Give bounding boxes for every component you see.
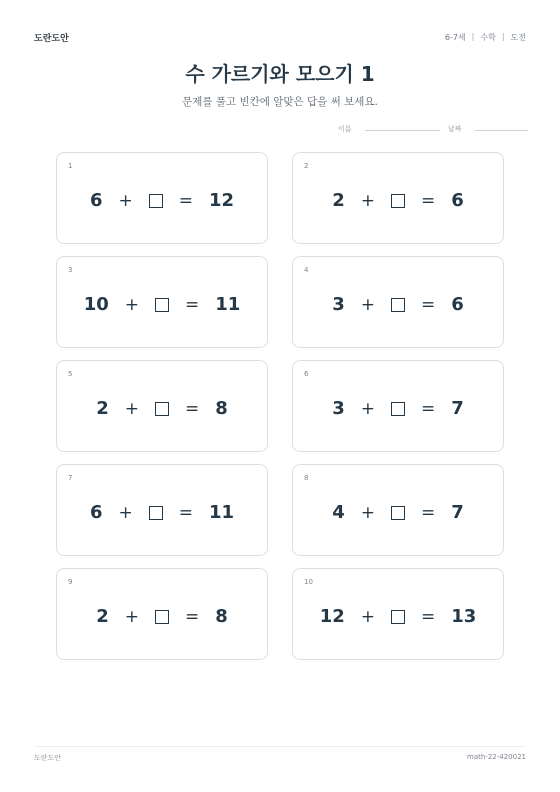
equals-sign: = — [178, 503, 193, 523]
answer-blank[interactable] — [391, 194, 405, 208]
equation — [293, 607, 503, 627]
page-instructions: 문제를 풀고 빈칸에 알맞은 답을 써 보세요. — [182, 96, 378, 108]
plus-sign: + — [360, 399, 375, 419]
problem-card — [292, 256, 504, 348]
level-label: 도전 — [510, 32, 526, 42]
plus-sign: + — [360, 503, 375, 523]
sum-number: 6 — [451, 294, 464, 315]
date-field[interactable] — [475, 130, 528, 131]
meta-separator: | — [501, 31, 505, 41]
name-date-fields — [338, 124, 528, 136]
equation — [293, 399, 503, 419]
problem-card — [56, 256, 268, 348]
problem-card — [56, 360, 268, 452]
equation — [57, 607, 267, 627]
problem-number: 5 — [68, 370, 73, 378]
plus-sign: + — [124, 295, 139, 315]
name-label: 이름 — [338, 125, 352, 133]
addend-number: 12 — [319, 606, 345, 627]
answer-blank[interactable] — [391, 298, 405, 312]
page-header — [34, 30, 526, 44]
equals-sign: = — [178, 191, 193, 211]
problem-card — [292, 464, 504, 556]
brand-name: 도란도안 — [34, 33, 69, 44]
sum-number: 7 — [451, 502, 464, 523]
answer-blank[interactable] — [391, 506, 405, 520]
answer-blank[interactable] — [155, 298, 169, 312]
plus-sign: + — [124, 607, 139, 627]
equals-sign: = — [185, 295, 200, 315]
equals-sign: = — [185, 607, 200, 627]
name-field[interactable] — [365, 130, 440, 131]
equation — [57, 295, 267, 315]
equals-sign: = — [421, 295, 436, 315]
sum-number: 12 — [208, 190, 235, 211]
equation — [293, 503, 503, 523]
equals-sign: = — [185, 399, 200, 419]
plus-sign: + — [360, 191, 375, 211]
sum-number: 8 — [215, 398, 228, 419]
addend-number: 6 — [89, 190, 103, 211]
sum-number: 6 — [451, 190, 464, 211]
problem-number: 6 — [304, 370, 309, 378]
addend-number: 3 — [332, 398, 345, 419]
addend-number: 3 — [332, 294, 345, 315]
problem-card — [56, 568, 268, 660]
addend-number: 2 — [96, 606, 109, 627]
meta-separator: | — [471, 31, 475, 41]
addend-number: 10 — [83, 294, 109, 315]
page-footer — [34, 753, 526, 763]
answer-blank[interactable] — [155, 610, 169, 624]
sum-number: 7 — [451, 398, 464, 419]
equals-sign: = — [421, 191, 436, 211]
plus-sign: + — [118, 503, 133, 523]
problem-card — [56, 464, 268, 556]
date-label: 날짜 — [448, 125, 462, 133]
answer-blank[interactable] — [149, 506, 163, 520]
problem-number: 10 — [304, 578, 313, 586]
worksheet-code: math-22-420021 — [467, 753, 526, 761]
sum-number: 11 — [215, 294, 241, 315]
equation — [57, 503, 267, 523]
addend-number: 2 — [96, 398, 109, 419]
grade-label: 6-7세 — [444, 32, 466, 42]
problem-card — [292, 152, 504, 244]
equation — [57, 399, 267, 419]
answer-blank[interactable] — [149, 194, 163, 208]
problem-card — [292, 360, 504, 452]
problem-number: 8 — [304, 474, 309, 482]
plus-sign: + — [360, 295, 375, 315]
problem-number: 7 — [68, 474, 73, 482]
equation — [57, 191, 267, 211]
sum-number: 11 — [208, 502, 235, 523]
equals-sign: = — [421, 503, 436, 523]
plus-sign: + — [124, 399, 139, 419]
answer-blank[interactable] — [155, 402, 169, 416]
problem-card — [292, 568, 504, 660]
subject-label: 수학 — [480, 32, 496, 42]
addend-number: 6 — [89, 502, 103, 523]
equals-sign: = — [421, 607, 436, 627]
problem-grid — [56, 152, 504, 660]
equals-sign: = — [421, 399, 436, 419]
problem-number: 3 — [68, 266, 73, 274]
plus-sign: + — [118, 191, 133, 211]
footer-divider — [34, 746, 526, 747]
problem-number: 2 — [304, 162, 309, 170]
worksheet-meta — [445, 32, 526, 43]
page-title: 수 가르기와 모으기 1 — [185, 62, 375, 86]
addend-number: 2 — [332, 190, 345, 211]
problem-card — [56, 152, 268, 244]
plus-sign: + — [360, 607, 375, 627]
sum-number: 13 — [451, 606, 477, 627]
problem-number: 4 — [304, 266, 309, 274]
problem-number: 9 — [68, 578, 73, 586]
addend-number: 4 — [332, 502, 345, 523]
problem-number: 1 — [68, 162, 73, 170]
answer-blank[interactable] — [391, 402, 405, 416]
equation — [293, 191, 503, 211]
answer-blank[interactable] — [391, 610, 405, 624]
equation — [293, 295, 503, 315]
sum-number: 8 — [215, 606, 228, 627]
footer-brand: 도란도안 — [34, 754, 62, 762]
